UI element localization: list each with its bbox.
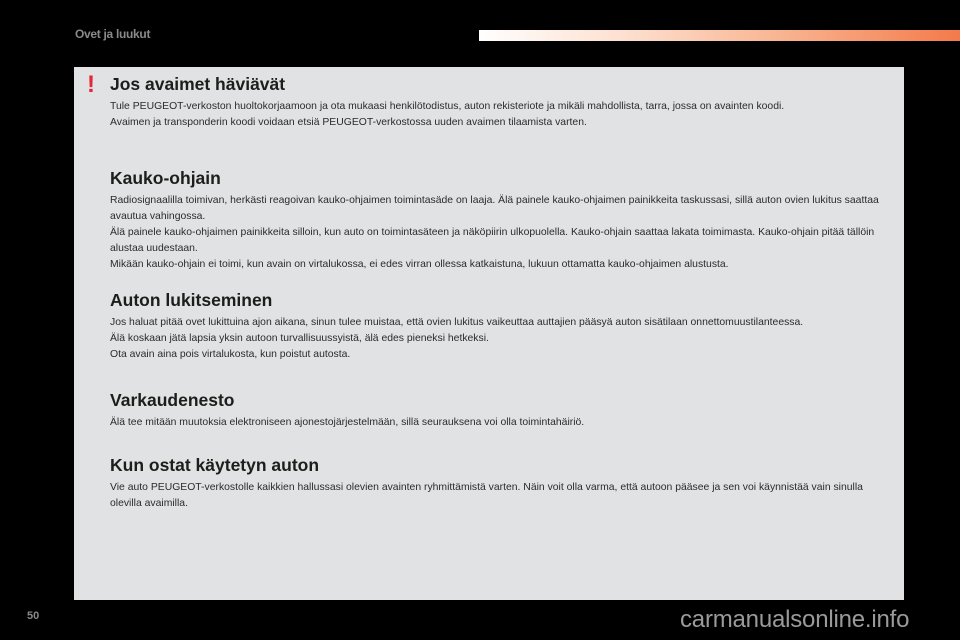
section-paragraph: Tule PEUGEOT-verkoston huoltokorjaamoon ja ota mukaasi henkilötodistus, auton rekisteriote ja mikäli mahdollista, tarra, jossa on avainten koodi. bbox=[110, 101, 785, 112]
section-paragraph: Älä tee mitään muutoksia elektroniseen ajonestojärjestelmään, sillä seurauksena voi olla toimintahäiriö. bbox=[110, 417, 585, 428]
section-lost-keys bbox=[110, 73, 890, 131]
page-number: 50 bbox=[27, 610, 40, 622]
section-paragraph: Jos haluat pitää ovet lukittuina ajon aikana, sinun tulee muistaa, että ovien lukitus vaikeuttaa auttajien pääsyä auton sisätilaan onnettomuustilanteessa. bbox=[110, 317, 804, 328]
warning-panel bbox=[74, 67, 904, 600]
section-paragraph: Radiosignaalilla toimivan, herkästi reagoivan kauko-ohjaimen toimintasäde on laaja. Älä painele kauko-ohjaimen painikkeita taskussasi, sillä auton ovien lukitus saattaa avautua vahingossa. bbox=[110, 195, 879, 222]
section-paragraph: Ota avain aina pois virtalukosta, kun poistut autosta. bbox=[110, 349, 351, 360]
section-used-car bbox=[110, 454, 890, 512]
section-title: Kun ostat käytetyn auton bbox=[110, 455, 320, 475]
section-title: Varkaudenesto bbox=[110, 390, 235, 410]
chapter-title: Ovet ja luukut bbox=[75, 27, 151, 41]
section-title: Jos avaimet häviävät bbox=[110, 74, 286, 94]
section-paragraph: Avaimen ja transponderin koodi voidaan etsiä PEUGEOT-verkostossa uuden avaimen tilaamista varten. bbox=[110, 117, 587, 128]
section-paragraph: Mikään kauko-ohjain ei toimi, kun avain on virtalukossa, ei edes virran ollessa katkaistuna, lukuun ottamatta kauko-ohjaimen alustusta. bbox=[110, 259, 729, 270]
section-paragraph: Älä koskaan jätä lapsia yksin autoon turvallisuussyistä, älä edes pieneksi hetkeksi. bbox=[110, 333, 489, 344]
section-immobiliser bbox=[110, 389, 890, 431]
section-locking-car bbox=[110, 289, 890, 363]
section-paragraph: Älä painele kauko-ohjaimen painikkeita silloin, kun auto on toimintasäteen ja näköpiirin ulkopuolella. Kauko-ohjain saattaa lakata toimimasta. Kauko-ohjain pitää tällöin alustaa uudestaan. bbox=[110, 227, 875, 254]
section-remote-control bbox=[110, 167, 890, 273]
watermark: carmanualsonline.info bbox=[680, 606, 910, 633]
section-paragraph: Vie auto PEUGEOT-verkostolle kaikkien hallussasi olevien avainten ryhmittämistä varten. Näin voit olla varma, että autoon pääsee ja sen voi käynnistää vain sinulla olevilla avaimilla. bbox=[110, 482, 863, 509]
section-title: Auton lukitseminen bbox=[110, 290, 273, 310]
warning-exclamation-icon: ! bbox=[87, 71, 95, 98]
section-title: Kauko-ohjain bbox=[110, 168, 221, 188]
header-accent-bar bbox=[479, 30, 960, 41]
